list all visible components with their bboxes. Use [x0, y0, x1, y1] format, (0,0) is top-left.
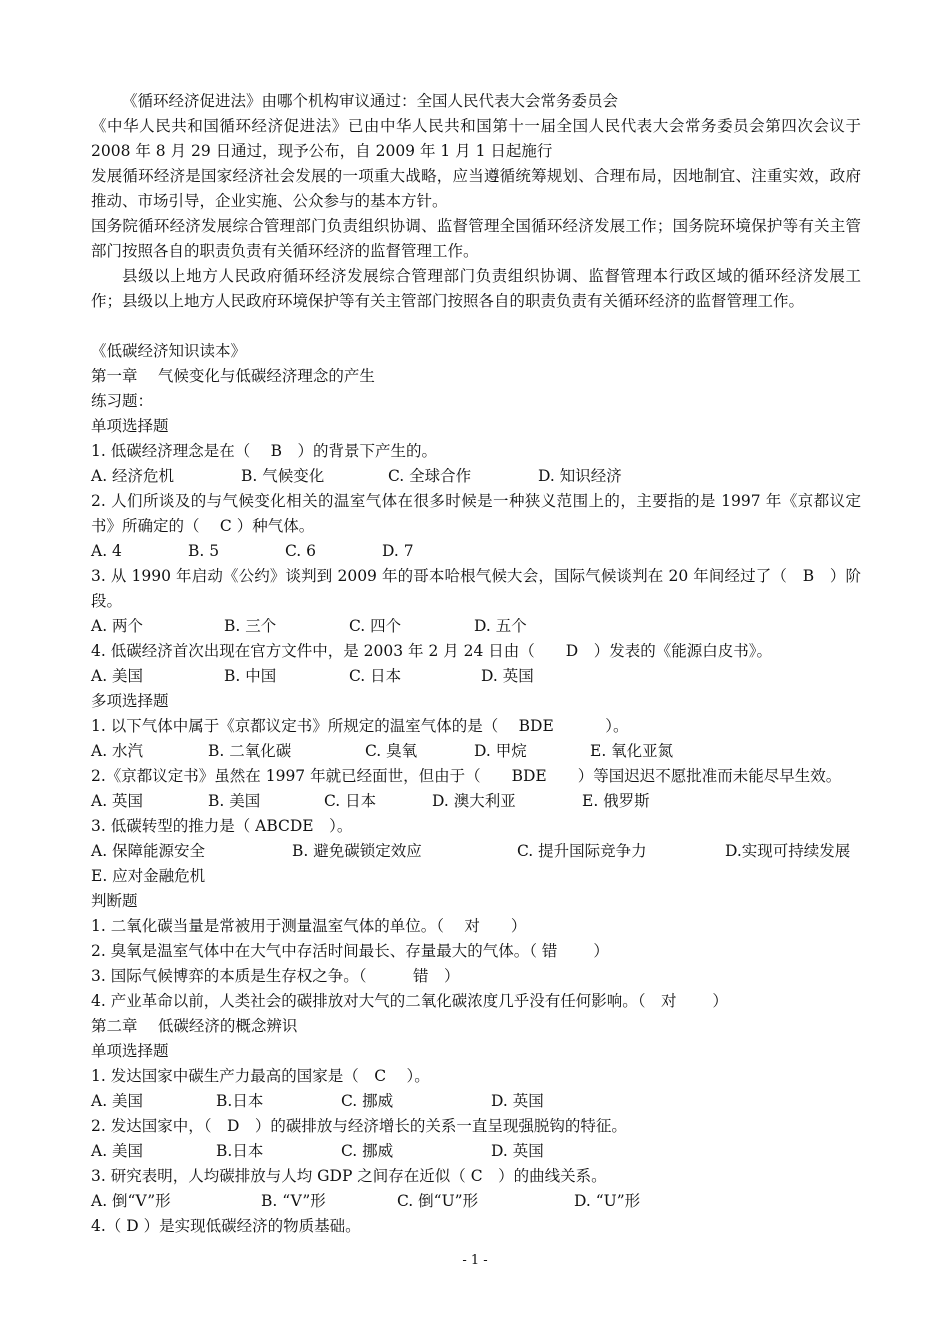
options-row: [91, 1189, 861, 1214]
options-row: [91, 839, 861, 864]
options-row: [91, 1089, 861, 1114]
option: B. 5: [188, 542, 220, 560]
page-number: - 1 -: [462, 1253, 488, 1268]
option: D.实现可持续发展: [725, 842, 851, 860]
option: C. 日本: [349, 667, 402, 685]
option: C. 6: [285, 542, 317, 560]
option: C. 挪威: [341, 1142, 394, 1160]
option: A. 英国: [91, 792, 144, 810]
options-row: [91, 739, 861, 764]
option: C. 倒“U”形: [397, 1192, 479, 1210]
option: E. 应对金融危机: [91, 867, 206, 885]
option: D. 知识经济: [538, 467, 622, 485]
option: A. 4: [91, 542, 122, 560]
option: B.日本: [216, 1142, 264, 1160]
statement: 2. 臭氧是温室气体中在大气中存活时间最长、存量最大的气体。（ 错 ）: [91, 942, 609, 960]
option: B. 三个: [224, 617, 277, 635]
option: A. 美国: [91, 1092, 144, 1110]
option: A. 经济危机: [91, 467, 175, 485]
law-paragraph-1: 《中华人民共和国循环经济促进法》已由中华人民共和国第十一届全国人民代表大会常务委员会第四次会议于 2008 年 8 月 29 日通过，现予公布，自 2009 年 1 月 1 日起施行: [91, 117, 861, 160]
option: D. 澳大利亚: [432, 792, 516, 810]
law-paragraph-4: 县级以上地方人民政府循环经济发展综合管理部门负责组织协调、监督管理本行政区域的循环经济发展工作；县级以上地方人民政府环境保护等有关主管部门按照各自的职责负责有关循环经济的监督管理工作。: [91, 267, 861, 310]
question: 4. 低碳经济首次出现在官方文件中，是 2003 年 2 月 24 日由（ D ）发表的《能源白皮书》。: [91, 642, 772, 660]
options-row: [91, 789, 861, 814]
option: B. 避免碳锁定效应: [292, 842, 422, 860]
option: B. “V”形: [261, 1192, 326, 1210]
true-false-heading: 判断题: [91, 892, 138, 910]
chapter-1-title: 第一章 气候变化与低碳经济理念的产生: [91, 367, 375, 385]
option: D. “U”形: [574, 1192, 641, 1210]
chapter-2-title: 第二章 低碳经济的概念辨识: [91, 1017, 298, 1035]
question: 1. 发达国家中碳生产力最高的国家是（ C ）。: [91, 1067, 430, 1085]
option: E. 氧化亚氮: [590, 742, 674, 760]
law-paragraph-2: 发展循环经济是国家经济社会发展的一项重大战略，应当遵循统筹规划、合理布局，因地制宜、注重实效，政府推动、市场引导，企业实施、公众参与的基本方针。: [91, 167, 861, 210]
option: C. 挪威: [341, 1092, 394, 1110]
question: 2. 发达国家中，（ D ）的碳排放与经济增长的关系一直呈现强脱钩的特征。: [91, 1117, 627, 1135]
law-question-title: 《循环经济促进法》由哪个机构审议通过：全国人民代表大会常务委员会: [122, 92, 619, 110]
question: 3. 研究表明，人均碳排放与人均 GDP 之间存在近似（ C ）的曲线关系。: [91, 1167, 607, 1185]
option: D. 英国: [481, 667, 534, 685]
option: E. 俄罗斯: [582, 792, 650, 810]
question: 3. 从 1990 年启动《公约》谈判到 2009 年的哥本哈根气候大会，国际气候谈判在 20 年间经过了（ B ）阶段。: [91, 567, 861, 610]
single-choice-heading: 单项选择题: [91, 1042, 169, 1060]
options-row: [91, 664, 861, 689]
question: 4.（ D ）是实现低碳经济的物质基础。: [91, 1217, 361, 1235]
statement: 3. 国际气候博弈的本质是生存权之争。（ 错 ）: [91, 967, 460, 985]
question: 1. 低碳经济理念是在（ B ）的背景下产生的。: [91, 442, 438, 460]
option: C. 四个: [349, 617, 402, 635]
option: D. 英国: [491, 1092, 544, 1110]
option: C. 全球合作: [388, 467, 472, 485]
option: C. 臭氧: [365, 742, 418, 760]
option: B. 中国: [224, 667, 277, 685]
book-title: 《低碳经济知识读本》: [91, 342, 247, 360]
option: B. 美国: [208, 792, 261, 810]
question: 2.《京都议定书》虽然在 1997 年就已经面世，但由于（ BDE ）等国迟迟不愿批准而未能尽早生效。: [91, 767, 842, 785]
practice-label: 练习题：: [91, 392, 154, 410]
option: C. 提升国际竞争力: [517, 842, 647, 860]
option: D. 英国: [491, 1142, 544, 1160]
statement: 1. 二氧化碳当量是常被用于测量温室气体的单位。（ 对 ）: [91, 917, 527, 935]
question: 1. 以下气体中属于《京都议定书》所规定的温室气体的是（ BDE ）。: [91, 717, 629, 735]
question: 3. 低碳转型的推力是（ ABCDE ）。: [91, 817, 353, 835]
option: A. 美国: [91, 667, 144, 685]
multi-choice-heading: 多项选择题: [91, 692, 169, 710]
statement: 4. 产业革命以前，人类社会的碳排放对大气的二氧化碳浓度几乎没有任何影响。（ 对 ）: [91, 992, 728, 1010]
option: A. 两个: [91, 617, 144, 635]
option: B.日本: [216, 1092, 264, 1110]
option: D. 7: [382, 542, 414, 560]
option: B. 气候变化: [241, 467, 325, 485]
option: B. 二氧化碳: [208, 742, 292, 760]
option: A. 美国: [91, 1142, 144, 1160]
document-body: [91, 89, 861, 1239]
question: 2. 人们所谈及的与气候变化相关的温室气体在很多时候是一种狭义范围上的，主要指的是 1997 年《京都议定书》所确定的（ C ）种气体。: [91, 492, 861, 535]
single-choice-heading: 单项选择题: [91, 417, 169, 435]
option: A. 保障能源安全: [91, 842, 206, 860]
option: D. 甲烷: [474, 742, 527, 760]
options-row: [91, 614, 861, 639]
option: D. 五个: [474, 617, 527, 635]
law-paragraph-3: 国务院循环经济发展综合管理部门负责组织协调、监督管理全国循环经济发展工作；国务院环境保护等有关主管部门按照各自的职责负责有关循环经济的监督管理工作。: [91, 217, 861, 260]
options-row: [91, 464, 861, 489]
options-row: [91, 1139, 861, 1164]
option: A. 水汽: [91, 742, 144, 760]
option: A. 倒“V”形: [91, 1192, 171, 1210]
option: C. 日本: [324, 792, 377, 810]
options-row: [91, 539, 861, 564]
